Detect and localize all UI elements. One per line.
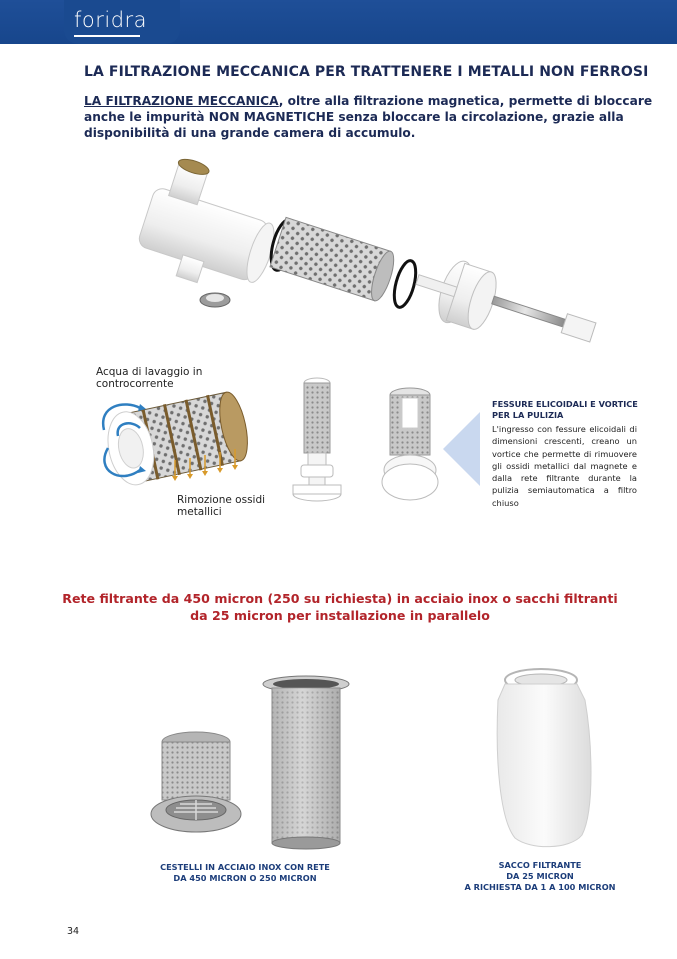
label-wash-water: Acqua di lavaggio in controcorrente — [96, 366, 203, 390]
label-oxide-removal: Rimozione ossidi metallici — [177, 494, 266, 518]
bag-caption — [455, 860, 625, 893]
baskets-caption-line-2: DA 450 MICRON O 250 MICRON — [173, 873, 317, 883]
baskets-caption-line-1: CESTELLI IN ACCIAIO INOX CON RETE — [160, 862, 330, 872]
page-title: LA FILTRAZIONE MECCANICA PER TRATTENERE I METALLI NON FERROSI — [84, 64, 649, 80]
bag-caption-line-2: DA 25 MICRON — [506, 871, 574, 881]
page-number: 34 — [67, 926, 80, 937]
fessure-heading: FESSURE ELICOIDALI E VORTICE PER LA PULIZIA — [492, 399, 638, 420]
bag-caption-line-3: A RICHIESTA DA 1 A 100 MICRON — [464, 882, 616, 892]
baskets-caption — [150, 862, 340, 884]
intro-text: , oltre alla filtrazione magnetica, permette di bloccare anche le impurità NON MAGNETICHE senza bloccare la circolazione, grazie alla disponibilità di una grande camera di accumulo. — [84, 94, 653, 140]
fessure-description: L'ingresso con fessure elicoidali di dimensioni crescenti, creano un vortice che permette di rimuovere gli ossidi metallici dal magnete e dalla rete filtrante durante la pulizia semiautomatica a filtro chiuso — [492, 424, 637, 508]
brand-logo: foridra — [74, 8, 148, 32]
intro-lead: LA FILTRAZIONE MECCANICA — [84, 94, 279, 108]
mesh-options-line-2: da 25 micron per installazione in parallelo — [190, 608, 490, 623]
bag-caption-line-1: SACCO FILTRANTE — [498, 860, 582, 870]
mesh-options-line-1: Rete filtrante da 450 micron (250 su richiesta) in acciaio inox o sacchi filtranti — [62, 591, 618, 606]
